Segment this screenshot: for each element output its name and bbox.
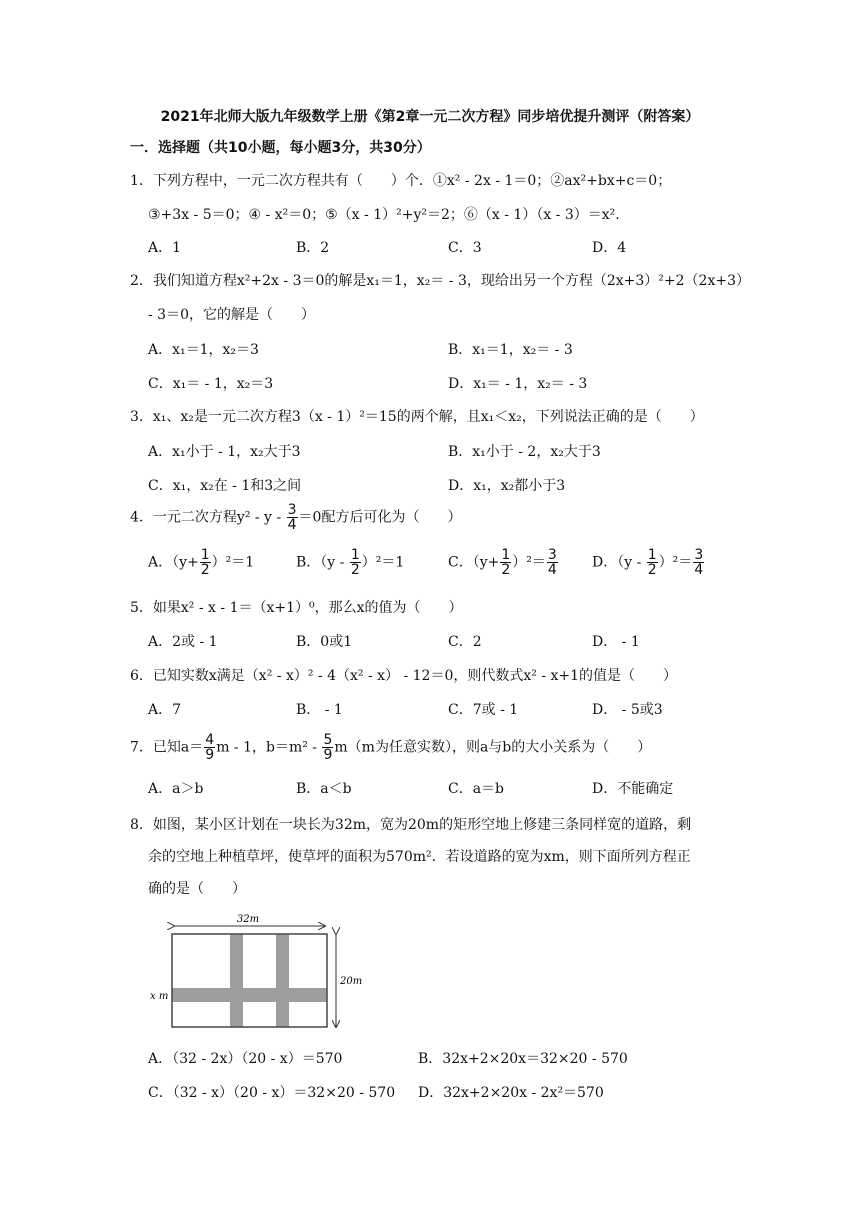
option-text: C．（y+ [448, 554, 500, 571]
q4-option-a [148, 548, 254, 577]
frac-denominator: 2 [647, 562, 657, 578]
q1-option-c: C．3 [448, 240, 482, 256]
vertical-road-2 [276, 934, 289, 1027]
question-8-line-2: 余的空地上种植草坪，使草坪的面积为570m²．若设道路的宽为xm，则下面所列方程正 [148, 849, 691, 865]
option-text: A．（y+ [148, 554, 199, 571]
q2-option-d: D．x₁＝ - 1，x₂＝ - 3 [448, 376, 588, 392]
q1-option-d: D．4 [592, 240, 627, 256]
q4-option-d [592, 548, 705, 577]
q1-option-b: B．2 [296, 240, 330, 256]
q7-fraction-b [322, 733, 333, 762]
q7-text-mid: m - 1，b＝m² - [216, 739, 322, 756]
q5-option-b: B．0或1 [296, 634, 353, 650]
frac-denominator: 9 [323, 747, 333, 763]
frac-denominator: 2 [200, 562, 210, 578]
q6-option-d: D． - 5或3 [592, 702, 663, 718]
frac-numerator: 1 [350, 547, 360, 563]
option-text: ）²＝ [512, 554, 546, 571]
question-8-line-1: 8．如图，某小区计划在一块长为32m，宽为20m的矩形空地上修建三条同样宽的道路，剩 [130, 817, 692, 833]
question-2-line-2: - 3＝0，它的解是（ ） [148, 307, 315, 323]
q3-option-c: C．x₁，x₂在 - 1和3之间 [148, 478, 302, 494]
field-rectangle [172, 934, 327, 1027]
section-heading: 一．选择题（共10小题，每小题3分，共30分） [130, 140, 431, 156]
frac-denominator: 4 [287, 517, 297, 533]
frac-numerator: 1 [200, 547, 210, 563]
q5-option-d: D． - 1 [592, 634, 640, 650]
frac-numerator: 1 [647, 547, 657, 563]
q2-option-c: C．x₁＝ - 1，x₂＝3 [148, 376, 274, 392]
q7-option-c: C．a＝b [448, 781, 505, 797]
q7-option-a: A．a＞b [148, 781, 204, 797]
question-3-line-1: 3．x₁、x₂是一元二次方程3（x - 1）²＝15的两个解，且x₁＜x₂，下列说法正确的是（ ） [130, 409, 704, 425]
frac-denominator: 9 [205, 747, 215, 763]
question-1-line-1: 1．下列方程中，一元二次方程共有（ ）个．①x² - 2x - 1＝0；②ax²+bx+c＝0； [130, 173, 672, 189]
road-diagram [148, 910, 368, 1032]
frac-denominator: 2 [350, 562, 360, 578]
vertical-road-1 [230, 934, 243, 1027]
q7-fraction-a [204, 733, 215, 762]
option-text: B．（y - [296, 554, 349, 571]
frac-numerator: 1 [501, 547, 511, 563]
half-fraction [200, 548, 211, 577]
half-fraction [350, 548, 361, 577]
q4-fraction [287, 503, 298, 532]
frac-numerator: 4 [205, 732, 215, 748]
q2-option-a: A．x₁＝1，x₂＝3 [148, 342, 259, 358]
option-text: ）²＝ [658, 554, 693, 571]
q7-text-pre: 7．已知a＝ [130, 739, 204, 756]
frac-denominator: 4 [694, 562, 704, 578]
q6-option-a: A．7 [148, 702, 182, 718]
q7-option-b: B．a＜b [296, 781, 352, 797]
q6-option-c: C．7或 - 1 [448, 702, 519, 718]
q7-option-d: D．不能确定 [592, 781, 674, 797]
q7-text-post: m（m为任意实数），则a与b的大小关系为（ ） [334, 739, 652, 756]
question-5-line-1: 5．如果x² - x - 1＝（x+1）⁰，那么x的值为（ ） [130, 600, 463, 616]
question-7-line-1 [130, 733, 651, 762]
question-2-line-1: 2．我们知道方程x²+2x - 3＝0的解是x₁＝1，x₂＝ - 3，现给出另一个方程（2x+3）²+2（2x+3） [130, 273, 750, 289]
three-quarters-fraction [693, 548, 704, 577]
option-text: ）²＝1 [361, 554, 405, 571]
q5-option-a: A．2或 - 1 [148, 634, 218, 650]
frac-numerator: 5 [323, 732, 333, 748]
q3-option-a: A．x₁小于 - 1，x₂大于3 [148, 444, 301, 460]
road-width-label: x m [150, 991, 169, 1002]
q4-text-pre: 4．一元二次方程y² - y - [130, 509, 286, 526]
height-label: 20m [340, 976, 363, 987]
half-fraction [500, 548, 511, 577]
frac-denominator: 2 [501, 562, 511, 578]
three-quarters-fraction [547, 548, 558, 577]
q5-option-c: C．2 [448, 634, 482, 650]
width-label: 32m [236, 914, 260, 925]
q8-option-a: A．（32 - 2x）（20 - x）＝570 [148, 1051, 343, 1067]
question-8-line-3: 确的是（ ） [148, 881, 246, 897]
question-6-line-1: 6．已知实数x满足（x² - x）² - 4（x² - x） - 12＝0，则代数式x² - x+1的值是（ ） [130, 668, 678, 684]
frac-numerator: 3 [547, 547, 557, 563]
document-title: 2021年北师大版九年级数学上册《第2章一元二次方程》同步培优提升测评（附答案） [160, 109, 700, 125]
q4-option-b [296, 548, 404, 577]
q6-option-b: B． - 1 [296, 702, 343, 718]
q3-option-b: B．x₁小于 - 2，x₂大于3 [448, 444, 601, 460]
q2-option-b: B．x₁＝1，x₂＝ - 3 [448, 342, 573, 358]
q1-option-a: A．1 [148, 240, 182, 256]
frac-numerator: 3 [287, 502, 297, 518]
q4-text-post: ＝0配方后可化为（ ） [298, 509, 462, 526]
question-4-line-1 [130, 503, 461, 532]
q3-option-d: D．x₁，x₂都小于3 [448, 478, 566, 494]
option-text: ）²＝1 [211, 554, 255, 571]
frac-numerator: 3 [694, 547, 704, 563]
frac-denominator: 4 [547, 562, 557, 578]
option-text: D．（y - [592, 554, 646, 571]
q4-option-c [448, 548, 559, 577]
q8-option-c: C．（32 - x）（20 - x）＝32×20 - 570 [148, 1085, 396, 1101]
q8-option-b: B．32x+2×20x＝32×20 - 570 [418, 1051, 628, 1067]
question-1-line-2: ③+3x - 5＝0；④ - x²＝0；⑤（x - 1）²+y²＝2；⑥（x - 1）（x - 3）＝x². [148, 207, 620, 223]
horizontal-road [172, 988, 327, 1002]
q8-option-d: D．32x+2×20x - 2x²＝570 [418, 1085, 604, 1101]
half-fraction [647, 548, 658, 577]
